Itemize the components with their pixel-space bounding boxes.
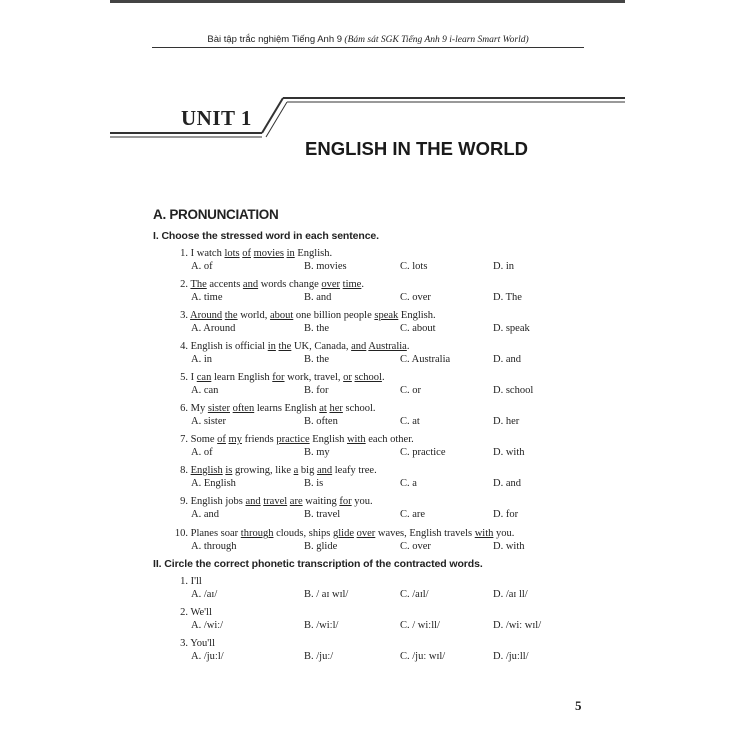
option-d[interactable]: D. with [493, 447, 525, 458]
option-c[interactable]: C. practice [400, 447, 446, 458]
option-c[interactable]: C. over [400, 292, 431, 303]
option-a[interactable]: A. Around [191, 323, 236, 334]
option-d[interactable]: D. for [493, 509, 519, 520]
option-a[interactable]: A. in [191, 354, 212, 365]
top-border [110, 0, 625, 3]
question-9: 9. English jobs and travel are waiting for you. A. and B. travel C. are D. for [180, 496, 519, 520]
option-c[interactable]: C. about [400, 323, 436, 334]
header-subtitle: (Bám sát SGK Tiếng Anh 9 i-learn Smart World) [344, 35, 529, 45]
unit-title: ENGLISH IN THE WORLD [305, 138, 529, 159]
option-d[interactable]: D. in [493, 261, 514, 272]
section-heading: A. PRONUNCIATION [153, 207, 279, 222]
option-b[interactable]: B. my [304, 447, 330, 458]
option-b[interactable]: B. the [304, 354, 330, 365]
option-b[interactable]: B. movies [304, 261, 347, 272]
option-b[interactable]: B. /wiːl/ [304, 620, 339, 631]
option-c[interactable]: C. Australia [400, 354, 451, 365]
option-d[interactable]: D. school [493, 385, 534, 396]
phonetic-question-3: 3. You'll A. /juːl/ B. /juː/ C. /juː wɪl/ D. /juːll/ [180, 638, 529, 662]
question-5: 5. I can learn English for work, travel, or school. A. can B. for C. or D. school [180, 372, 534, 396]
option-c[interactable]: C. / wiːll/ [400, 620, 440, 631]
option-b[interactable]: B. often [304, 416, 338, 427]
option-b[interactable]: B. the [304, 323, 330, 334]
option-c[interactable]: C. are [400, 509, 426, 520]
running-header [152, 34, 584, 48]
question-8: 8. English is growing, like a big and leafy tree. A. English B. is C. a D. and [180, 465, 521, 489]
option-a[interactable]: A. /juːl/ [191, 651, 224, 662]
option-a[interactable]: A. sister [191, 416, 226, 427]
option-b[interactable]: B. travel [304, 509, 341, 520]
option-c[interactable]: C. /aɪl/ [400, 589, 429, 600]
option-d[interactable]: D. /juːll/ [493, 651, 529, 662]
option-a[interactable]: A. /aɪ/ [191, 589, 218, 600]
option-d[interactable]: D. speak [493, 323, 530, 334]
option-a[interactable]: A. time [191, 292, 223, 303]
option-c[interactable]: C. over [400, 541, 431, 552]
header-book-title: Bài tập trắc nghiệm Tiếng Anh 9 [207, 34, 343, 45]
option-b[interactable]: B. / aɪ wɪl/ [304, 589, 349, 600]
option-d[interactable]: D. her [493, 416, 520, 427]
option-a[interactable]: A. of [191, 261, 213, 272]
option-a[interactable]: A. can [191, 385, 219, 396]
question-2: 2. The accents and words change over time. A. time B. and C. over D. The [180, 279, 522, 303]
option-c[interactable]: C. /juː wɪl/ [400, 651, 446, 662]
option-d[interactable]: D. and [493, 478, 521, 489]
question-7: 7. Some of my friends practice English with each other. A. of B. my C. practice D. with [180, 434, 525, 458]
option-c[interactable]: C. at [400, 416, 420, 427]
option-a[interactable]: A. through [191, 541, 237, 552]
option-c[interactable]: C. a [400, 478, 417, 489]
page-number: 5 [575, 698, 582, 713]
option-d[interactable]: D. /wiː wɪl/ [493, 620, 542, 631]
option-d[interactable]: D. The [493, 292, 522, 303]
option-d[interactable]: D. /aɪ ll/ [493, 589, 528, 600]
question-4: 4. English is official in the UK, Canada, and Australia. A. in B. the C. Australia D. and [180, 341, 521, 365]
option-a[interactable]: A. and [191, 509, 219, 520]
option-d[interactable]: D. and [493, 354, 521, 365]
question-3: 3. Around the world, about one billion people speak English. A. Around B. the C. about D. speak [180, 310, 530, 334]
option-b[interactable]: B. and [304, 292, 332, 303]
option-b[interactable]: B. for [304, 385, 329, 396]
phonetic-question-1: 1. I'll A. /aɪ/ B. / aɪ wɪl/ C. /aɪl/ D. /aɪ ll/ [180, 576, 528, 600]
part1-instruction: I. Choose the stressed word in each sentence. [153, 230, 379, 242]
option-c[interactable]: C. lots [400, 261, 428, 272]
option-a[interactable]: A. /wiː/ [191, 620, 224, 631]
option-b[interactable]: B. is [304, 478, 324, 489]
question-6: 6. My sister often learns English at her school. A. sister B. often C. at D. her [180, 403, 520, 427]
option-b[interactable]: B. glide [304, 541, 338, 552]
question-1: 1. I watch lots of movies in English. A. of B. movies C. lots D. in [180, 248, 514, 272]
option-d[interactable]: D. with [493, 541, 525, 552]
phonetic-question-2: 2. We'll A. /wiː/ B. /wiːl/ C. / wiːll/ D. /wiː wɪl/ [180, 607, 542, 631]
option-a[interactable]: A. English [191, 478, 236, 489]
unit-label: UNIT 1 [181, 106, 252, 130]
question-10: 10. Planes soar through clouds, ships glide over waves, English travels with you. A. through B. glide C. over D. with [174, 528, 525, 552]
option-c[interactable]: C. or [400, 385, 421, 396]
part2-instruction: II. Circle the correct phonetic transcription of the contracted words. [153, 558, 483, 570]
option-b[interactable]: B. /juː/ [304, 651, 334, 662]
option-a[interactable]: A. of [191, 447, 213, 458]
